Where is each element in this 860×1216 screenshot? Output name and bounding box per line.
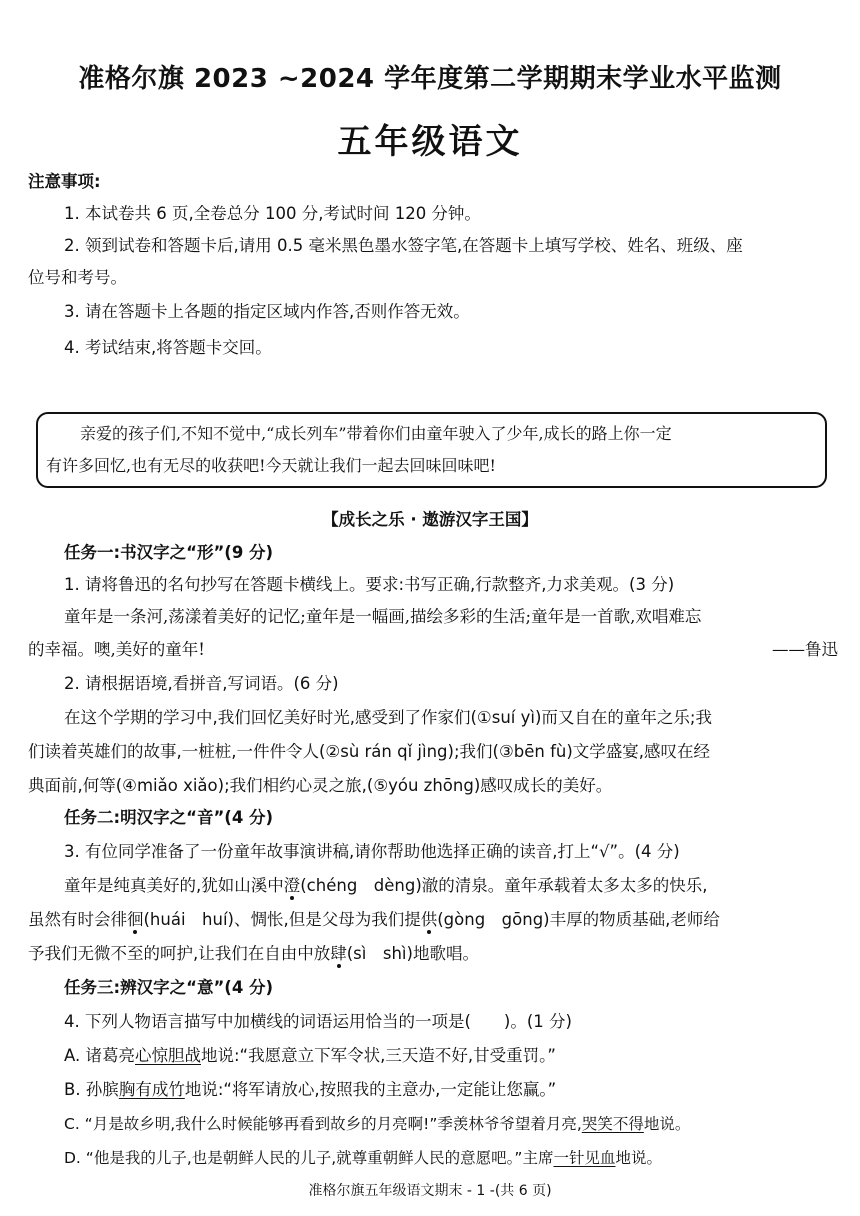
question-2-text-1: 在这个学期的学习中,我们回忆美好时光,感受到了作家们(①suí yì)而又自在的童年之乐;我 (64, 708, 712, 727)
question-3: 3. 有位同学准备了一份童年故事演讲稿,请你帮助他选择正确的读音,打上“√”。(4 分) (64, 842, 680, 861)
question-3-text-1 (64, 874, 838, 898)
q3-text-segment: 虽然有时会徘 (28, 910, 127, 929)
dotted-character: 供 (420, 910, 438, 929)
question-2-text-3: 典面前,何等(④miǎo xiǎo);我们相约心灵之旅,(⑤yóu zhōng)感叹成长的美好。 (28, 776, 613, 795)
question-3-text-3 (28, 942, 838, 966)
underlined-word: 一针见血 (553, 1149, 616, 1167)
quote-line-1: 童年是一条河,荡漾着美好的记忆;童年是一幅画,描绘多彩的生活;童年是一首歌,欢唱难忘 (64, 607, 702, 626)
section-title: 【成长之乐 · 遨游汉字王国】 (322, 510, 538, 529)
notice-heading: 注意事项: (28, 172, 101, 191)
q3-pinyin-choice: (chéng dèng)澈的清泉。童年承载着太多太多的快乐, (300, 876, 708, 895)
question-2-text-2: 们读着英雄们的故事,一桩桩,一件件令人(②sù rán qǐ jìng);我们(③bēn fù)文学盛宴,感叹在经 (28, 742, 711, 761)
notice-item-3: 3. 请在答题卡上各题的指定区域内作答,否则作答无效。 (64, 302, 470, 321)
subject-title: 五年级语文 (337, 122, 523, 162)
task1-heading: 任务一:书汉字之“形”(9 分) (64, 543, 274, 562)
notice-item-2-cont: 位号和考号。 (28, 268, 127, 287)
option-a-text: A. 诸葛亮 (64, 1046, 135, 1065)
option-c (64, 1112, 838, 1136)
question-4: 4. 下列人物语言描写中加横线的词语运用恰当的一项是( )。(1 分) (64, 1012, 572, 1031)
notice-item-2: 2. 领到试卷和答题卡后,请用 0.5 毫米黑色墨水签字笔,在答题卡上填写学校、姓名、班级、座 (64, 236, 743, 255)
task2-heading: 任务二:明汉字之“音”(4 分) (64, 808, 274, 827)
question-3-text-2 (28, 908, 838, 932)
dotted-character: 徊 (127, 910, 144, 929)
option-b (64, 1078, 838, 1102)
option-d-text: D. “他是我的儿子,也是朝鲜人民的儿子,就尊重朝鲜人民的意愿吧。”主席 (64, 1149, 554, 1167)
option-c-text: 地说。 (643, 1115, 691, 1133)
exam-title: 准格尔旗 2023 ~2024 学年度第二学期期末学业水平监测 (78, 64, 782, 94)
dotted-character: 肆 (330, 944, 347, 963)
q3-text-segment: 童年是纯真美好的,犹如山溪中 (64, 876, 284, 895)
option-b-text: 地说:“将军请放心,按照我的主意办,一定能让您赢。” (184, 1080, 557, 1099)
intro-line-2: 有许多回忆,也有无尽的收获吧!今天就让我们一起去回味回味吧! (46, 456, 496, 475)
underlined-word: 哭笑不得 (581, 1115, 644, 1133)
notice-item-4: 4. 考试结束,将答题卡交回。 (64, 338, 272, 357)
option-d-text: 地说。 (615, 1149, 662, 1167)
option-c-text: C. “月是故乡明,我什么时候能够再看到故乡的月亮啊!”季羡林爷爷望着月亮, (64, 1115, 582, 1133)
notice-item-1: 1. 本试卷共 6 页,全卷总分 100 分,考试时间 120 分钟。 (64, 204, 481, 223)
page-footer: 准格尔旗五年级语文期末 - 1 -(共 6 页) (308, 1183, 552, 1199)
task3-heading: 任务三:辨汉字之“意”(4 分) (64, 978, 274, 997)
underlined-word: 心惊胆战 (135, 1046, 201, 1065)
q3-pinyin-choice: (gòng gōng)丰厚的物质基础,老师给 (437, 910, 720, 929)
quote-line-2: 的幸福。噢,美好的童年! (28, 640, 205, 659)
quote-author: ——鲁迅 (772, 640, 838, 659)
question-2: 2. 请根据语境,看拼音,写词语。(6 分) (64, 674, 339, 693)
intro-box (36, 412, 827, 488)
question-1: 1. 请将鲁迅的名句抄写在答题卡横线上。要求:书写正确,行款整齐,力求美观。(3 分) (64, 575, 675, 594)
dotted-character: 澄 (283, 876, 301, 895)
intro-line-1: 亲爱的孩子们,不知不觉中,“成长列车”带着你们由童年驶入了少年,成长的路上你一定 (80, 424, 672, 443)
underlined-word: 胸有成竹 (118, 1080, 185, 1099)
option-d (64, 1146, 838, 1170)
option-a (64, 1044, 838, 1068)
option-b-text: B. 孙膑 (64, 1080, 119, 1099)
q3-text-segment: 予我们无微不至的呵护,让我们在自由中放 (28, 944, 331, 963)
q3-pinyin-choice: (sì shì)地歌唱。 (346, 944, 479, 963)
option-a-text: 地说:“我愿意立下军令状,三天造不好,甘受重罚。” (201, 1046, 556, 1065)
q3-pinyin-choice: (huái huí)、惆怅,但是父母为我们提 (143, 910, 421, 929)
